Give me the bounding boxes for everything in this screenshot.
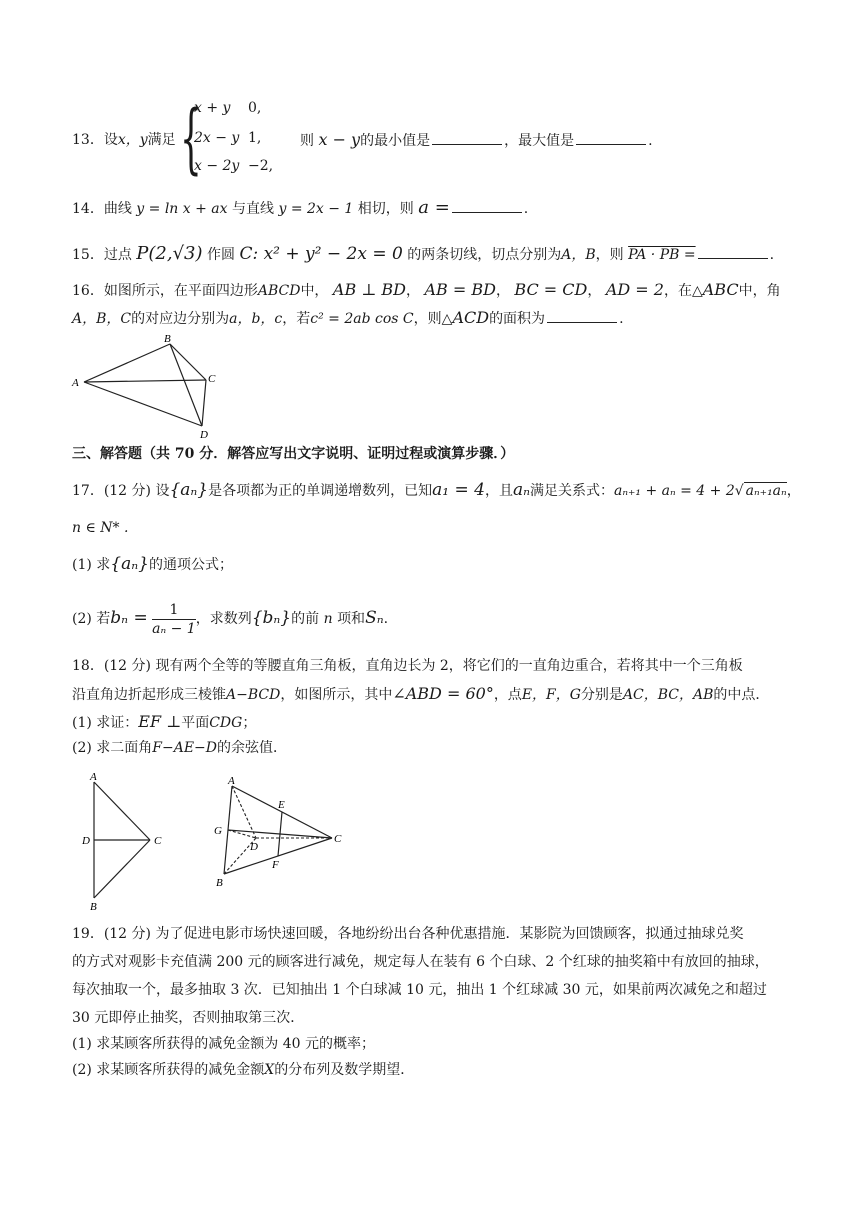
- q18-part1-cdg: CDG: [209, 715, 243, 731]
- q17-seq: {aₙ}: [169, 480, 209, 500]
- q18-text-a: 沿直角边折起形成三棱锥: [72, 687, 226, 703]
- q18-sides: AC，BC，AB: [622, 687, 714, 703]
- q14-text-1: 与直线: [232, 201, 274, 217]
- fraction-numerator: 1: [152, 601, 196, 620]
- q13-text-max: ，最大值是: [504, 133, 575, 149]
- q15-circle: C: x² + y² − 2x = 0: [239, 244, 403, 264]
- q18-text-e: 的中点．: [713, 687, 770, 703]
- q15-number: 15．过点: [72, 247, 132, 263]
- q16-acd: ACD: [452, 308, 490, 327]
- q18-text-b: ，如图所示，其中: [280, 687, 393, 703]
- q16-text-a: 16．如图所示，在平面四边形: [72, 283, 258, 299]
- q16-cond-1: AB ⊥ BD: [332, 280, 407, 299]
- q13-row-2: 2x − y: [194, 130, 240, 146]
- q16-text-d: 中，角: [738, 283, 781, 299]
- q13-val-3: −2,: [248, 158, 274, 174]
- q16-text-h: 的面积为: [489, 311, 546, 327]
- q16-angles: A，B，C: [72, 311, 132, 327]
- q15-text-2: 的两条切线，切点分别为: [407, 247, 562, 263]
- fig18b-label-c: C: [334, 833, 342, 845]
- q13-row-3: x − 2y: [194, 158, 240, 174]
- fig18b-label-f: F: [272, 859, 279, 871]
- q17-part1-text: 的通项公式；: [148, 557, 233, 573]
- q17-part2-label: (2) 若: [72, 611, 111, 627]
- q13-row-1: x + y: [194, 100, 231, 116]
- q17-part2-text-3: 项和: [337, 611, 366, 627]
- q18-text-d: 分别是: [580, 687, 623, 703]
- q15-answer-blank: [698, 244, 768, 259]
- q16-cond-2: AB = BD: [424, 280, 496, 299]
- fig16-label-b: B: [164, 333, 171, 345]
- q14-end: .: [523, 201, 529, 217]
- q14-curve: y = ln x + ax: [136, 201, 228, 217]
- q17-part2-seq: {bₙ}: [251, 608, 292, 628]
- q18-part1-ef: EF ⊥: [138, 712, 182, 731]
- q19-part-1: (1) 求某顾客所获得的减免金额为 40 元的概率；: [72, 1036, 375, 1052]
- fig16-label-d: D: [200, 429, 208, 441]
- q18-angle: ∠ABD = 60°: [392, 684, 494, 703]
- q14-text-2: 相切，则: [357, 201, 414, 217]
- q17-part1-seq: {aₙ}: [110, 554, 149, 574]
- q13-text-then: 则: [300, 133, 314, 149]
- q17-part2-fraction: [152, 601, 196, 638]
- q19-line-4: 30 元即停止抽奖，否则抽取第三次．: [72, 1010, 305, 1026]
- q13-val-1: 0,: [248, 100, 262, 116]
- figure-18-tetrahedron: [210, 772, 350, 892]
- q16-text-e: 的对应边分别为: [131, 311, 230, 327]
- q13-expr: x − y: [318, 130, 361, 149]
- q16-abc: ABC: [702, 280, 739, 299]
- fig16-label-a: A: [72, 377, 79, 389]
- q15-text-3: ，则: [595, 247, 624, 263]
- q17-part2-n: n: [323, 611, 333, 627]
- q18-tetrahedron: A−BCD: [226, 687, 281, 703]
- q13-answer-min-blank: [432, 130, 502, 145]
- q15-dot-product: PA · PB =: [628, 247, 696, 263]
- q18-text-c: ，点: [493, 687, 522, 703]
- q18-part2-label: (2) 求二面角: [72, 740, 153, 756]
- q19-line-1: 19．(12 分) 为了促进电影市场快速回暖，各地纷纷出台各种优惠措施．某影院为回馈顾客，拟通过抽球兑奖: [72, 926, 744, 942]
- fig18b-label-d: D: [250, 841, 258, 853]
- q17-text-2: ，且: [484, 483, 513, 499]
- q19-part2-text: 的分布列及数学期望．: [274, 1062, 415, 1078]
- q17-domain: n ∈ N* .: [72, 520, 129, 536]
- q13-number: 13．设: [72, 132, 118, 148]
- q18-line-1: 18．(12 分) 现有两个全等的等腰直角三角板，直角边长为 2，将它们的一直角边重合，若将其中一个三角板: [72, 658, 743, 674]
- fig18a-label-a: A: [90, 771, 97, 783]
- q13-end: .: [648, 133, 653, 149]
- question-15: [72, 244, 774, 265]
- q18-part1-text: 平面: [181, 715, 210, 731]
- q18-part1-end: ；: [242, 715, 257, 731]
- q13-vars: x，y: [117, 132, 148, 148]
- left-brace: {: [180, 93, 202, 182]
- q19-line-3: 每次抽取一个，最多抽取 3 次．已知抽出 1 个白球减 10 元，抽出 1 个红球减 30 元，如果前两次减免之和超过: [72, 982, 767, 998]
- q15-text-1: 作圆: [207, 247, 235, 263]
- q15-end: .: [769, 247, 775, 263]
- q13-inequality-system: [180, 93, 300, 182]
- q15-point: P(2,√3): [136, 243, 203, 264]
- fraction-denominator: aₙ − 1: [152, 620, 196, 637]
- q17-part1-label: (1) 求: [72, 557, 111, 573]
- figure-18-flat-triangles: [80, 770, 180, 912]
- q17-a1: a₁ = 4: [432, 480, 485, 500]
- q13-text-min: 的最小值是: [360, 133, 431, 149]
- q19-line-2: 的方式对观影卡充值满 200 元的顾客进行减免，规定每人在装有 6 个白球、2 个红球的抽奖箱中有放回的抽球，: [72, 954, 769, 970]
- q17-part2-end: .: [383, 611, 389, 627]
- q17-part2-text-1: ，求数列: [195, 611, 252, 627]
- q16-cond-4: AD = 2: [605, 280, 664, 299]
- q16-text-b: 中，: [300, 283, 329, 299]
- q16-abcd: ABCD: [257, 283, 301, 299]
- q17-relation: aₙ₊₁ + aₙ = 4 + 2: [613, 483, 735, 499]
- fig18a-label-c: C: [154, 835, 162, 847]
- q18-part2-angle: F−AE−D: [152, 740, 218, 756]
- q14-answer-blank: [452, 198, 522, 213]
- q16-text-f: ，若: [282, 311, 311, 327]
- q14-a: a =: [418, 197, 450, 218]
- q16-text-c: ，在△: [663, 283, 703, 299]
- q16-answer-blank: [547, 308, 617, 323]
- q17-number: 17．(12 分) 设: [72, 483, 170, 499]
- fig18a-label-d: D: [82, 835, 90, 847]
- fig18b-label-g: G: [214, 825, 222, 837]
- q17-an: aₙ: [512, 480, 530, 500]
- q18-part1-label: (1) 求证：: [72, 715, 139, 731]
- q17-part2-bn: bₙ =: [110, 608, 148, 628]
- fig16-label-c: C: [208, 373, 216, 385]
- q15-tangent-points: A，B: [561, 247, 596, 263]
- q13-answer-max-blank: [576, 130, 646, 145]
- fig18b-label-b: B: [216, 877, 223, 889]
- q16-cond-3: BC = CD: [514, 280, 588, 299]
- q16-condition: c² = 2ab cos C: [310, 311, 414, 327]
- q17-text-1: 是各项都为正的单调递增数列，已知: [208, 483, 433, 499]
- q16-sides: a，b，c: [229, 311, 283, 327]
- q14-number: 14．曲线: [72, 201, 132, 217]
- q17-relation-end: ，: [786, 483, 801, 499]
- q18-points: E，F，G: [521, 687, 581, 703]
- q18-part2-text: 的余弦值．: [217, 740, 288, 756]
- section-3-heading: 三、解答题（共 70 分．解答应写出文字说明、证明过程或演算步骤．）: [72, 446, 515, 462]
- q17-text-3: 满足关系式：: [529, 483, 614, 499]
- fig18a-label-b: B: [90, 901, 97, 912]
- q19-part2-x: X: [264, 1062, 275, 1078]
- q16-text-g: ，则△: [413, 311, 453, 327]
- q17-part2-sn: Sₙ: [365, 608, 384, 628]
- q13-val-2: 1,: [248, 130, 262, 146]
- q14-line: y = 2x − 1: [278, 201, 354, 217]
- q13-text: 满足: [147, 132, 176, 148]
- q17-relation-sqrt: aₙ₊₁aₙ: [745, 483, 787, 499]
- q17-part2-text-2: 的前: [291, 611, 320, 627]
- q19-part2-label: (2) 求某顾客所获得的减免金额: [72, 1062, 265, 1078]
- question-14: [72, 198, 528, 219]
- q16-end: .: [619, 311, 624, 327]
- fig18b-label-e: E: [278, 799, 285, 811]
- figure-16-quadrilateral: [66, 330, 226, 442]
- fig18b-label-a: A: [228, 775, 235, 787]
